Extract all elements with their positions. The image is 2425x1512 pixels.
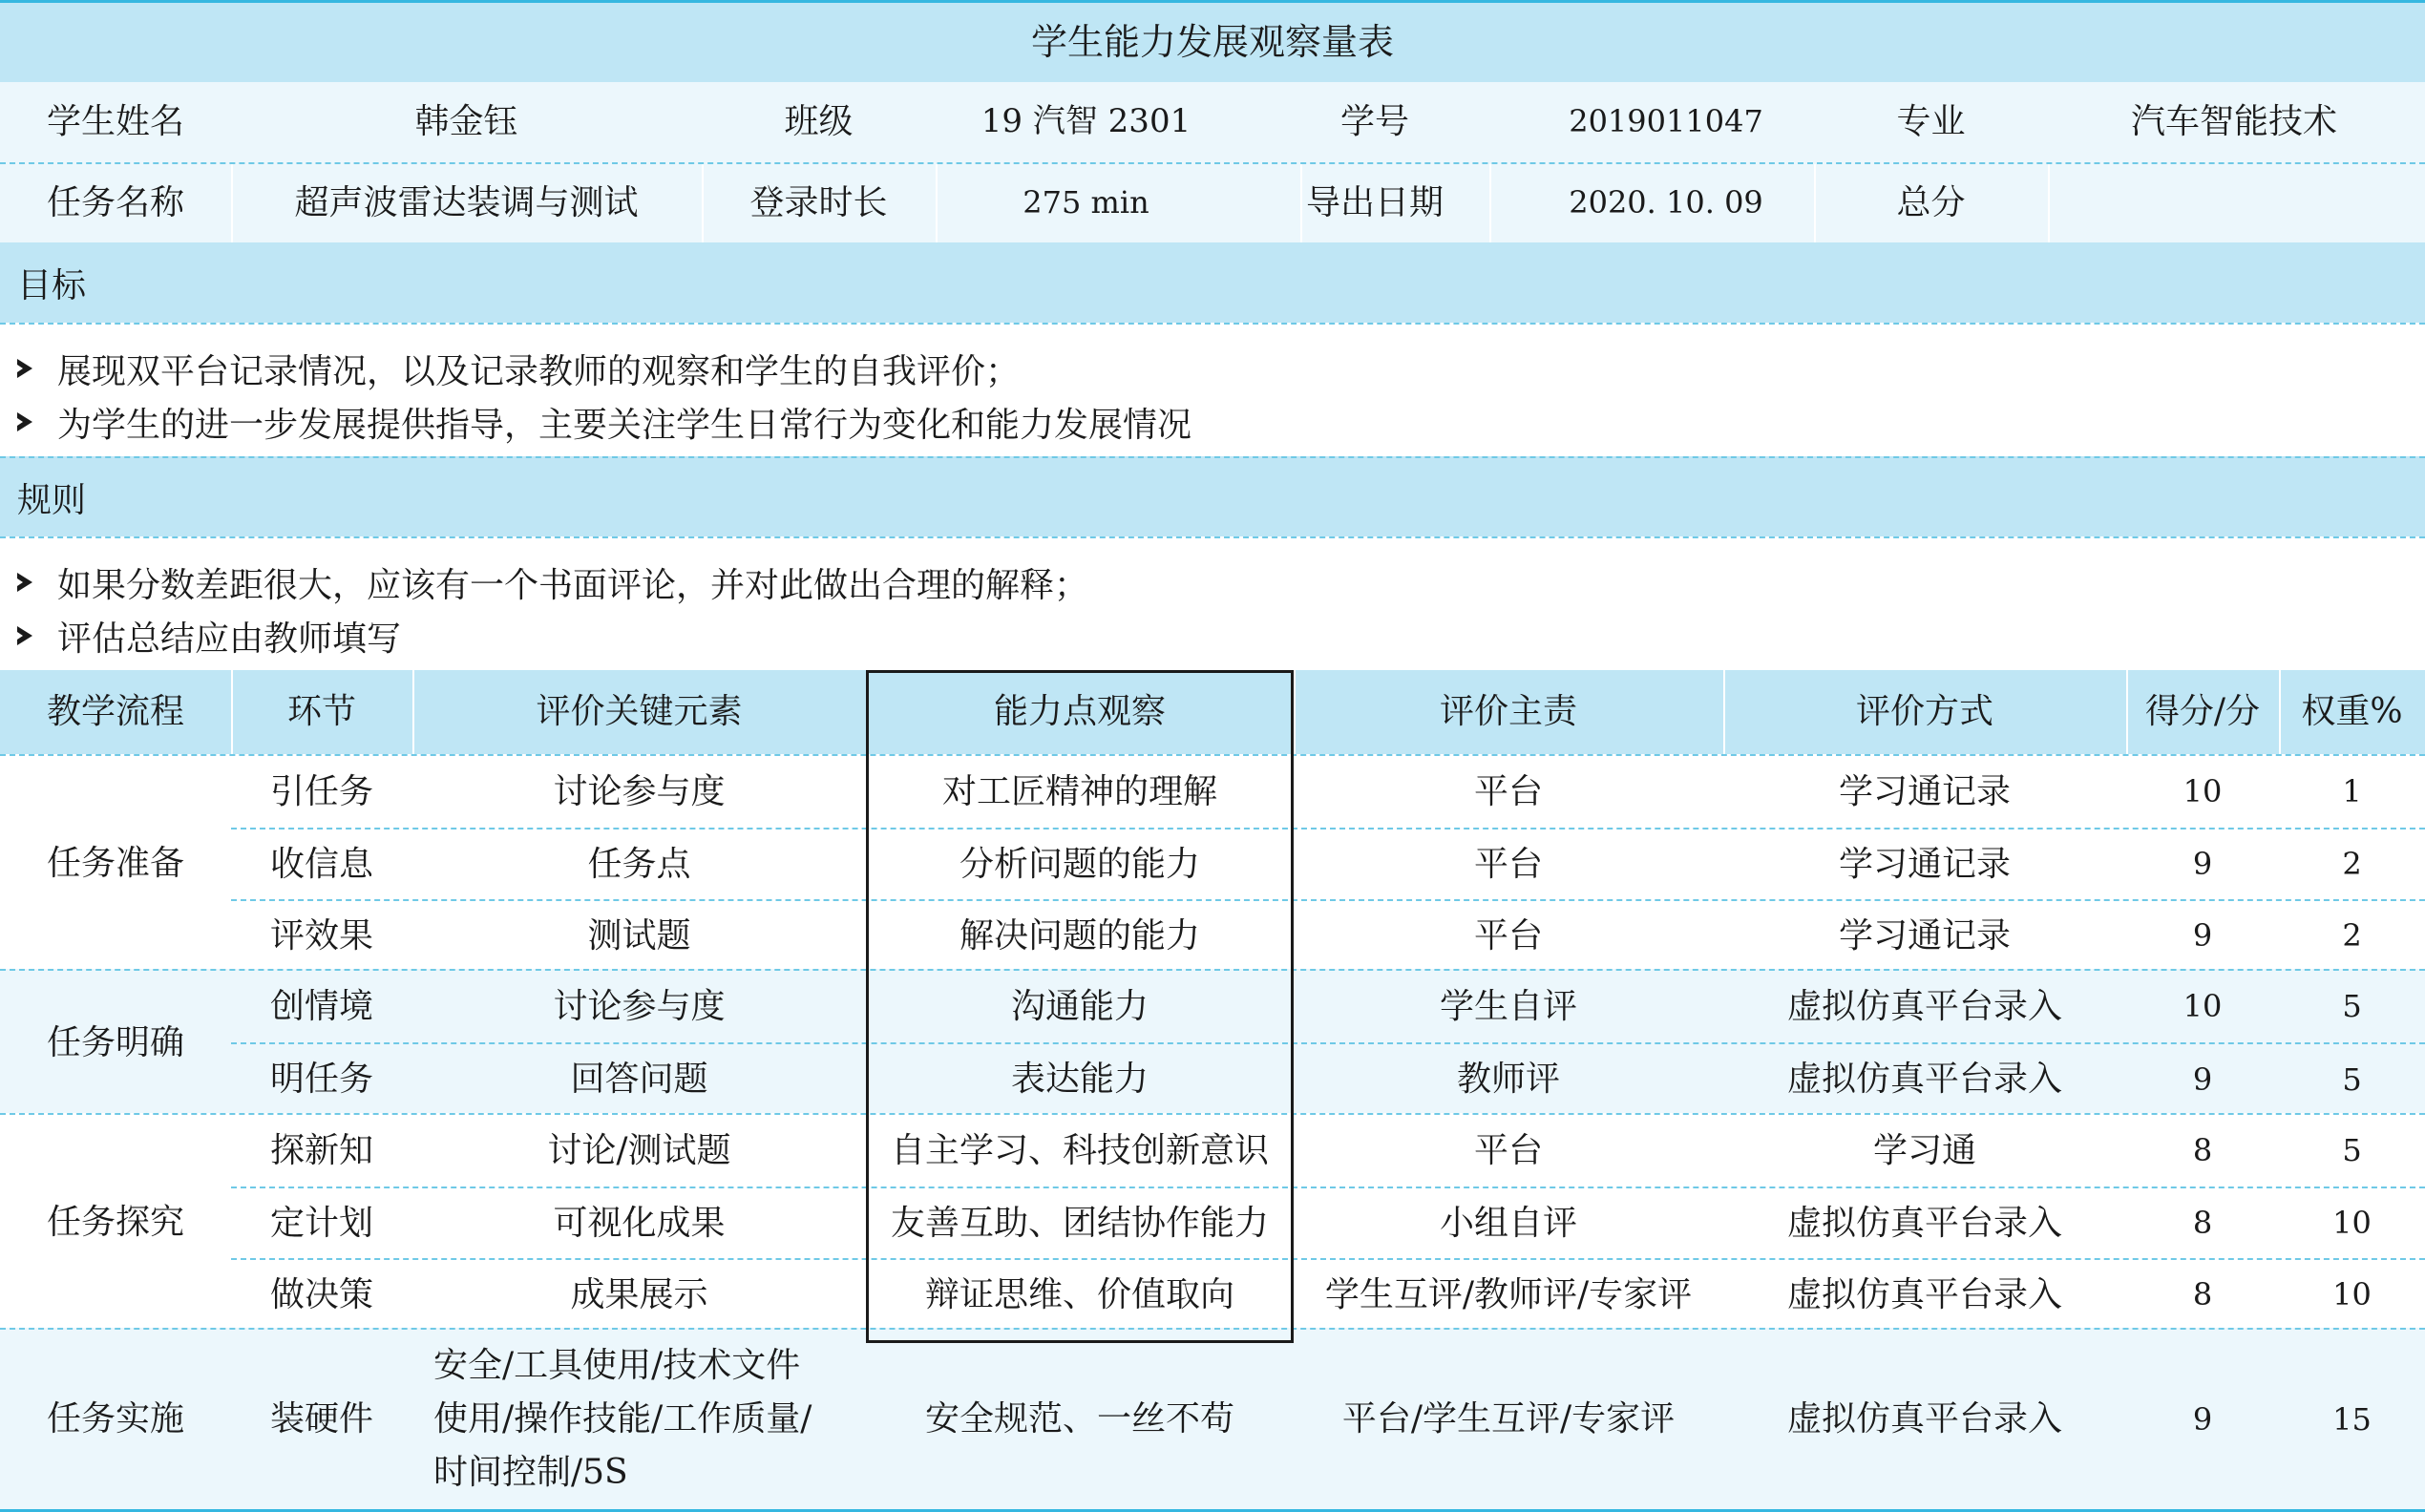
header-stage: 教学流程 — [46, 692, 184, 732]
table-row — [231, 1115, 2425, 1186]
ability-cell: 分析问题的能力 — [959, 844, 1200, 884]
rules-label: 规则 — [17, 480, 87, 520]
header-owner: 评价主责 — [1439, 692, 1577, 732]
student-name-label: 学生姓名 — [46, 102, 184, 142]
method-cell: 虚拟仿真平台录入 — [1786, 986, 2062, 1026]
stage-cell: 任务准备 — [46, 843, 184, 883]
table-row — [231, 828, 2425, 899]
element-cell: 讨论/测试题 — [547, 1130, 731, 1170]
owner-cell: 学生自评 — [1439, 986, 1577, 1026]
goal-list — [0, 323, 2425, 456]
score-cell: 8 — [2192, 1276, 2213, 1313]
element-cell: 讨论参与度 — [553, 771, 726, 811]
method-cell: 学习通记录 — [1838, 915, 2011, 956]
step-cell: 做决策 — [269, 1274, 373, 1314]
export-date-value: 2020. 10. 09 — [1569, 184, 1763, 221]
score-cell: 9 — [2192, 1060, 2213, 1098]
owner-cell: 学生互评/教师评/专家评 — [1324, 1274, 1693, 1314]
ability-cell: 辩证思维、价值取向 — [924, 1274, 1234, 1314]
table-row — [231, 1042, 2425, 1115]
step-cell: 明任务 — [269, 1060, 373, 1100]
ability-cell: 沟通能力 — [1010, 986, 1149, 1026]
login-duration-value: 275 min — [1023, 184, 1149, 221]
element-cell: 可视化成果 — [553, 1203, 726, 1243]
step-cell: 引任务 — [269, 771, 373, 811]
goal-item — [17, 395, 1191, 449]
element-cell: 任务点 — [587, 844, 691, 884]
arrow-bullet-icon — [17, 359, 32, 378]
sheet-title: 学生能力发展观察量表 — [1030, 20, 1394, 63]
ability-cell: 友善互助、团结协作能力 — [890, 1203, 1269, 1243]
export-date-label: 导出日期 — [1305, 183, 1444, 223]
arrow-bullet-icon — [17, 626, 32, 645]
rule-item-text: 评估总结应由教师填写 — [57, 619, 402, 659]
score-cell: 8 — [2192, 1205, 2213, 1242]
header-score: 得分/分 — [2144, 692, 2261, 732]
goal-item-text: 展现双平台记录情况，以及记录教师的观察和学生的自我评价； — [57, 351, 1021, 391]
score-cell: 9 — [2192, 917, 2213, 955]
method-cell: 虚拟仿真平台录入 — [1786, 1274, 2062, 1314]
table-header-row — [0, 670, 2425, 754]
step-cell: 探新知 — [269, 1130, 373, 1170]
step-cell: 创情境 — [269, 986, 373, 1026]
weight-cell: 5 — [2342, 1132, 2362, 1169]
rule-item — [17, 556, 1088, 609]
goal-item-text: 为学生的进一步发展提供指导，主要关注学生日常行为变化和能力发展情况 — [57, 405, 1192, 445]
method-cell: 学习通记录 — [1838, 844, 2011, 884]
step-cell: 评效果 — [269, 915, 373, 956]
info-row-2 — [0, 162, 2425, 242]
method-cell: 虚拟仿真平台录入 — [1786, 1399, 2062, 1439]
method-cell: 虚拟仿真平台录入 — [1786, 1060, 2062, 1100]
group-explore — [0, 1113, 2425, 1328]
element-cell: 测试题 — [587, 915, 691, 956]
total-score-value — [2043, 164, 2425, 242]
stage-cell: 任务探究 — [46, 1202, 184, 1242]
title-row — [0, 0, 2425, 82]
element-cell: 回答问题 — [570, 1060, 708, 1100]
owner-cell: 教师评 — [1456, 1060, 1560, 1100]
table-row — [231, 1186, 2425, 1258]
method-cell: 学习通 — [1872, 1130, 1976, 1170]
stage-cell: 任务实施 — [46, 1399, 184, 1439]
owner-cell: 平台/学生互评/专家评 — [1341, 1399, 1676, 1439]
student-id-label: 学号 — [1339, 102, 1409, 142]
score-cell: 9 — [2192, 1400, 2213, 1438]
owner-cell: 平台 — [1473, 844, 1543, 884]
weight-cell: 5 — [2342, 988, 2362, 1025]
weight-cell: 15 — [2332, 1400, 2372, 1438]
table-row — [231, 971, 2425, 1042]
class-label: 班级 — [784, 102, 854, 142]
goal-label: 目标 — [17, 265, 87, 305]
method-cell: 虚拟仿真平台录入 — [1786, 1203, 2062, 1243]
rule-item — [17, 609, 401, 662]
arrow-bullet-icon — [17, 573, 32, 592]
ability-cell: 安全规范、一丝不苟 — [924, 1399, 1234, 1439]
ability-cell: 解决问题的能力 — [959, 915, 1200, 956]
login-duration-label: 登录时长 — [749, 183, 888, 223]
ability-cell: 对工匠精神的理解 — [941, 771, 1217, 811]
rules-header — [0, 456, 2425, 536]
class-value: 19 汽智 2301 — [981, 102, 1191, 141]
score-cell: 10 — [2182, 988, 2223, 1025]
student-name-value: 韩金钰 — [414, 102, 518, 142]
score-cell: 9 — [2192, 846, 2213, 883]
rule-item-text: 如果分数差距很大，应该有一个书面评论，并对此做出合理的解释； — [57, 565, 1089, 605]
total-score-label: 总分 — [1896, 183, 1966, 223]
score-cell: 10 — [2182, 773, 2223, 810]
weight-cell: 2 — [2342, 846, 2362, 883]
major-value: 汽车智能技术 — [2130, 102, 2337, 142]
method-cell: 学习通记录 — [1838, 771, 2011, 811]
table-row — [231, 899, 2425, 971]
step-cell: 收信息 — [269, 844, 373, 884]
weight-cell: 5 — [2342, 1060, 2362, 1098]
ability-cell: 自主学习、科技创新意识 — [890, 1130, 1269, 1170]
weight-cell: 2 — [2342, 917, 2362, 955]
group-clarify — [0, 969, 2425, 1113]
group-prepare — [0, 754, 2425, 969]
table-row — [231, 756, 2425, 828]
task-name-value: 超声波雷达装调与测试 — [294, 183, 639, 223]
step-cell: 装硬件 — [269, 1399, 373, 1439]
info-row-1 — [0, 82, 2425, 162]
header-ability: 能力点观察 — [993, 692, 1166, 732]
owner-cell: 平台 — [1473, 1130, 1543, 1170]
table-row — [231, 1258, 2425, 1330]
major-label: 专业 — [1896, 102, 1966, 142]
step-cell: 定计划 — [269, 1203, 373, 1243]
header-step: 环节 — [286, 692, 356, 732]
element-cell: 讨论参与度 — [553, 986, 726, 1026]
score-cell: 8 — [2192, 1132, 2213, 1169]
rules-list — [0, 536, 2425, 670]
task-name-label: 任务名称 — [46, 183, 184, 223]
element-cell: 安全/工具使用/技术文件 使用/操作技能/工作质量/ 时间控制/5S — [433, 1346, 812, 1492]
header-key-element: 评价关键元素 — [536, 692, 743, 732]
element-cell: 成果展示 — [570, 1274, 708, 1314]
weight-cell: 10 — [2332, 1276, 2372, 1313]
weight-cell: 1 — [2342, 773, 2362, 810]
goal-header — [0, 242, 2425, 323]
ability-cell: 表达能力 — [1010, 1060, 1149, 1100]
header-method: 评价方式 — [1855, 692, 1993, 732]
arrow-bullet-icon — [17, 412, 32, 431]
group-implement — [0, 1328, 2425, 1512]
table-row — [231, 1330, 2425, 1509]
stage-cell: 任务明确 — [46, 1022, 184, 1062]
student-id-value: 2019011047 — [1569, 103, 1763, 140]
owner-cell: 平台 — [1473, 915, 1543, 956]
owner-cell: 小组自评 — [1439, 1203, 1577, 1243]
header-weight: 权重% — [2301, 692, 2403, 732]
goal-item — [17, 342, 1020, 395]
weight-cell: 10 — [2332, 1205, 2372, 1242]
owner-cell: 平台 — [1473, 771, 1543, 811]
